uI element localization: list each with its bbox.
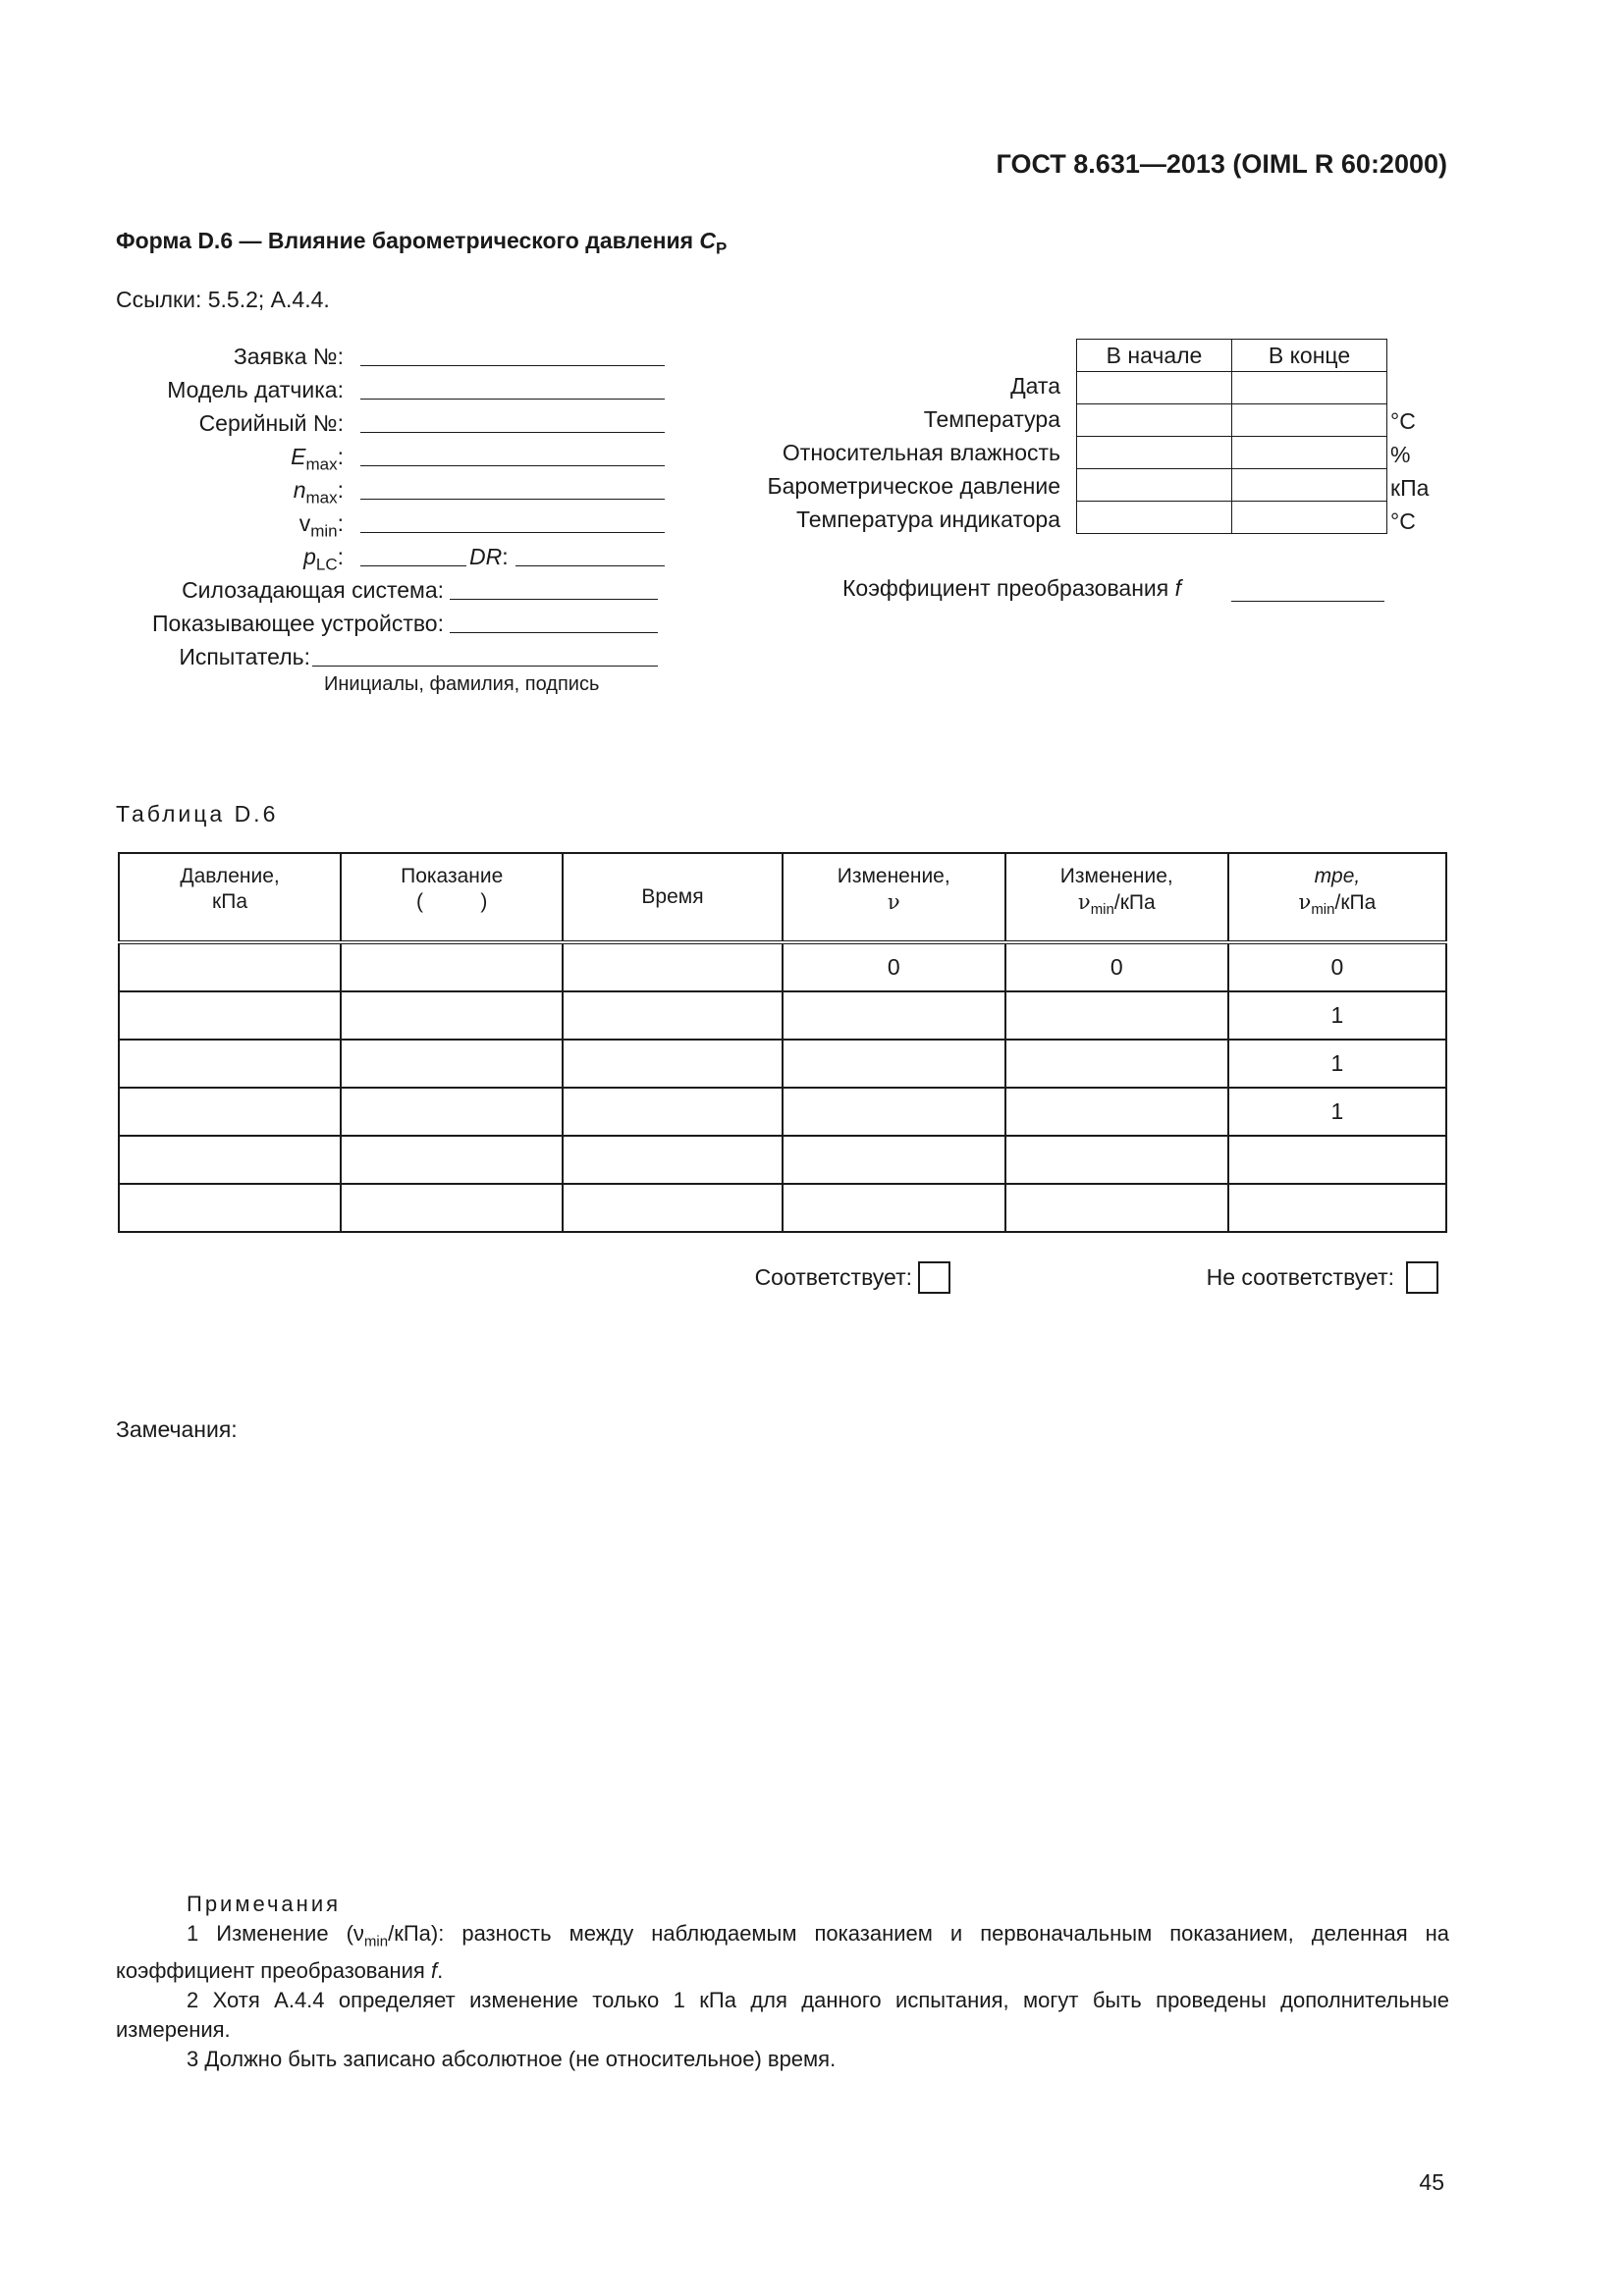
table-cell[interactable]: 0 <box>1005 942 1228 991</box>
row-label-pressure: Барометрическое давление <box>767 473 1060 499</box>
col-reading-header: Показание ( ) <box>341 853 563 942</box>
row-label-humidity: Относительная влажность <box>782 440 1060 465</box>
table-cell[interactable] <box>783 1040 1005 1088</box>
start-cell[interactable] <box>1077 469 1232 502</box>
remarks-label: Замечания: <box>116 1416 238 1442</box>
table-row <box>119 1136 1446 1184</box>
table-cell[interactable] <box>119 942 341 991</box>
table-cell[interactable] <box>341 942 563 991</box>
table-cell[interactable]: 1 <box>1228 1040 1446 1088</box>
start-cell[interactable] <box>1077 404 1232 437</box>
table-cell[interactable] <box>341 1088 563 1136</box>
standard-designation: ГОСТ 8.631—2013 (OIML R 60:2000) <box>996 149 1447 179</box>
table-cell[interactable] <box>1005 1040 1228 1088</box>
start-cell[interactable] <box>1077 437 1232 469</box>
compliant-label: Соответствует: <box>754 1264 912 1290</box>
table-row <box>119 1184 1446 1232</box>
tester-signature-hint: Инициалы, фамилия, подпись <box>324 673 600 695</box>
end-cell[interactable] <box>1232 469 1387 502</box>
conditions-row-indicator-temp <box>1077 502 1387 534</box>
references: Ссылки: 5.5.2; A.4.4. <box>116 287 330 312</box>
table-cell[interactable] <box>1005 1088 1228 1136</box>
note-2: 2 Хотя A.4.4 определяет изменение только 1 кПа для данного испытания, могут быть проведены дополнительные измерения. <box>116 1988 1449 2043</box>
table-cell[interactable] <box>119 1184 341 1232</box>
serial-input-line[interactable] <box>360 432 665 433</box>
table-row <box>119 1040 1446 1088</box>
sensor-model-field-label: Модель датчика: <box>167 377 344 402</box>
table-cell[interactable] <box>783 1184 1005 1232</box>
col-end-header: В конце <box>1232 340 1387 372</box>
table-cell[interactable] <box>563 1040 782 1088</box>
unit-indicator-temp: °C <box>1390 508 1416 534</box>
table-row <box>119 1088 1446 1136</box>
page-number: 45 <box>1419 2169 1444 2195</box>
start-cell[interactable] <box>1077 502 1232 534</box>
non-compliant-label: Не соответствует: <box>1206 1264 1394 1290</box>
conditions-header-row <box>1077 340 1387 372</box>
unit-humidity: % <box>1390 442 1411 467</box>
sensor-model-input-line[interactable] <box>360 399 665 400</box>
table-cell[interactable] <box>1005 991 1228 1040</box>
nmax-input-line[interactable] <box>360 499 665 500</box>
conditions-row-humidity <box>1077 437 1387 469</box>
col-time-header: Время <box>563 853 782 942</box>
table-cell[interactable] <box>119 1040 341 1088</box>
row-label-temperature: Температура <box>923 406 1060 432</box>
unit-pressure: кПа <box>1390 475 1430 501</box>
table-cell[interactable] <box>341 1184 563 1232</box>
end-cell[interactable] <box>1232 404 1387 437</box>
table-cell[interactable] <box>1228 1136 1446 1184</box>
note-1: 1 Изменение $(\nu_{min}/кПа)$: разность между наблюдаемым показанием и первоначальным показанием, деленная на коэффициент преобразования f. <box>116 1921 1450 1984</box>
start-cell[interactable] <box>1077 372 1232 404</box>
table-cell[interactable] <box>563 1136 782 1184</box>
table-cell[interactable] <box>1005 1184 1228 1232</box>
force-system-input-line[interactable] <box>450 599 658 600</box>
table-cell[interactable] <box>563 1184 782 1232</box>
table-cell[interactable] <box>1228 1184 1446 1232</box>
plc-field-label: $p_{LC}$: <box>303 544 344 574</box>
application-field-label: Заявка №: <box>233 344 344 369</box>
table-cell[interactable] <box>119 1136 341 1184</box>
col-pressure-header: Давление, кПа <box>119 853 341 942</box>
table-cell[interactable] <box>783 991 1005 1040</box>
notes-heading: Примечания <box>187 1892 342 1916</box>
indicator-input-line[interactable] <box>450 632 658 633</box>
table-cell[interactable] <box>563 1088 782 1136</box>
table-cell[interactable] <box>341 1136 563 1184</box>
table-cell[interactable]: 1 <box>1228 1088 1446 1136</box>
end-cell[interactable] <box>1232 502 1387 534</box>
tester-field-label: Испытатель: <box>179 644 310 669</box>
table-cell[interactable] <box>119 1088 341 1136</box>
table-row <box>119 991 1446 1040</box>
plc-input-line[interactable] <box>360 565 466 566</box>
end-cell[interactable] <box>1232 372 1387 404</box>
table-cell[interactable] <box>563 942 782 991</box>
nmax-field-label: $n_{max}$: <box>293 477 344 507</box>
application-input-line[interactable] <box>360 365 665 366</box>
notes-section <box>116 1890 1449 2074</box>
force-system-field-label: Силозадающая система: <box>182 577 444 603</box>
table-cell[interactable] <box>783 1136 1005 1184</box>
conversion-coefficient-label: Коэффициент преобразования f <box>842 575 1182 601</box>
non-compliant-checkbox[interactable] <box>1406 1261 1438 1294</box>
emax-field-label: $E_{max}$: <box>291 444 344 474</box>
vmin-field-label: $v_{min}$: <box>298 510 344 541</box>
vmin-input-line[interactable] <box>360 532 665 533</box>
conditions-row-temperature <box>1077 404 1387 437</box>
conditions-row-date <box>1077 372 1387 404</box>
conditions-row-pressure <box>1077 469 1387 502</box>
table-cell[interactable] <box>341 1040 563 1088</box>
tester-input-line[interactable] <box>312 666 658 667</box>
conversion-coefficient-input-line[interactable] <box>1231 601 1384 602</box>
conditions-table <box>1076 339 1387 534</box>
row-label-indicator-temp: Температура индикатора <box>795 507 1060 532</box>
table-cell[interactable] <box>119 991 341 1040</box>
table-cell[interactable] <box>1005 1136 1228 1184</box>
results-table <box>118 852 1447 1233</box>
dr-input-line[interactable] <box>515 565 665 566</box>
end-cell[interactable] <box>1232 437 1387 469</box>
table-row <box>119 942 1446 991</box>
col-change-vmin-header: Изменение, $\nu_{min}$/кПа <box>1005 853 1228 942</box>
table-cell[interactable]: 0 <box>1228 942 1446 991</box>
table-cell[interactable] <box>563 991 782 1040</box>
table-cell[interactable]: 1 <box>1228 991 1446 1040</box>
emax-input-line[interactable] <box>360 465 665 466</box>
note-3: 3 Должно быть записано абсолютное (не относительное) время. <box>187 2047 837 2072</box>
form-title: Форма D.6 — Влияние барометрического давления $C_P$ <box>116 228 728 258</box>
table-cell[interactable]: 0 <box>783 942 1005 991</box>
table-cell[interactable] <box>341 991 563 1040</box>
row-label-date: Дата <box>1010 373 1060 399</box>
indicator-field-label: Показывающее устройство: <box>151 611 444 636</box>
results-header-row <box>119 853 1446 942</box>
table-cell[interactable] <box>783 1088 1005 1136</box>
table-caption: Таблица D.6 <box>116 801 279 827</box>
col-start-header: В начале <box>1077 340 1232 372</box>
unit-temperature: °C <box>1390 408 1416 434</box>
compliant-checkbox[interactable] <box>918 1261 950 1294</box>
serial-field-label: Серийный №: <box>198 410 344 436</box>
col-mpe-header: mpe, $\nu_{min}$/кПа <box>1228 853 1446 942</box>
col-change-header: Изменение, ν <box>783 853 1005 942</box>
dr-field-label: DR: <box>469 544 509 569</box>
